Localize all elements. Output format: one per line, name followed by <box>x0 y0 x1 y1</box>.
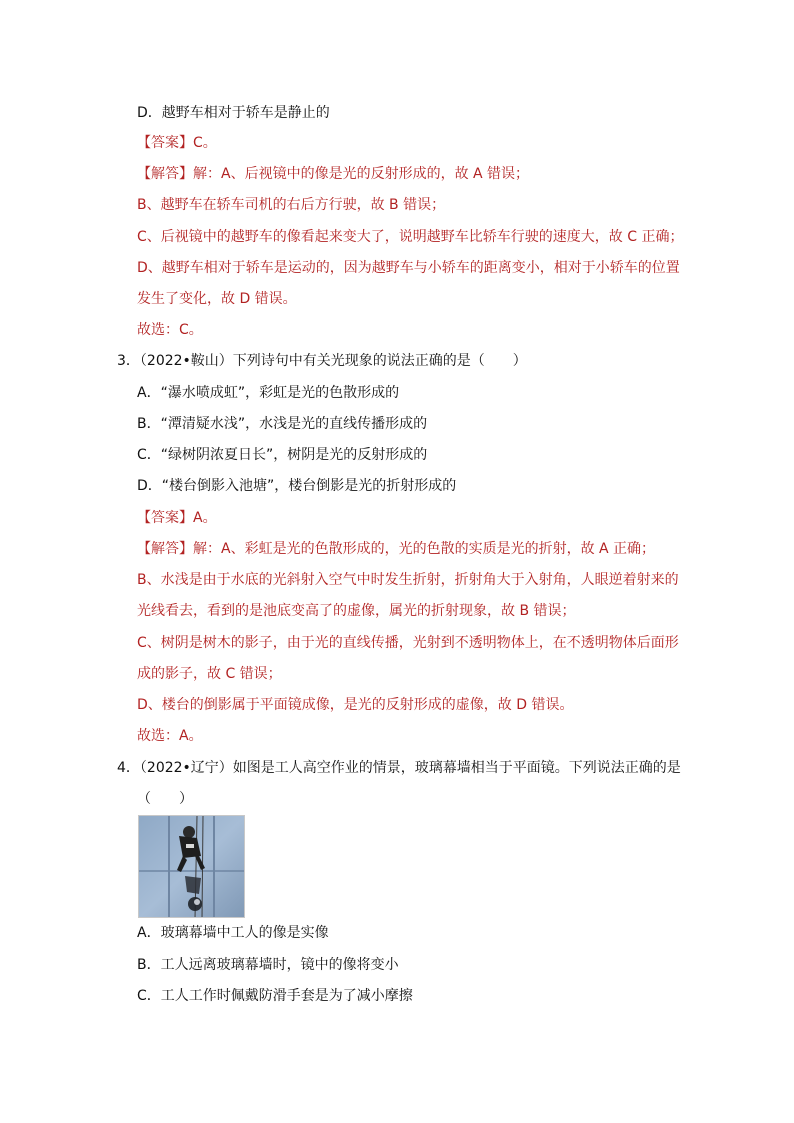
solution-line: 发生了变化，故 D 错误。 <box>137 291 297 307</box>
question-4-stem: 4．（2022•辽宁）如图是工人高空作业的情景，玻璃幕墙相当于平面镜。下列说法正确的是 <box>117 760 681 776</box>
option-c-q4: C．工人工作时佩戴防滑手套是为了减小摩擦 <box>137 988 413 1004</box>
solution-line: B、水浅是由于水底的光斜射入空气中时发生折射，折射角大于入射角，人眼逆着射来的 <box>137 572 679 588</box>
worker-reflection-illustration <box>139 816 245 918</box>
solution-line: D、楼台的倒影属于平面镜成像，是光的反射形成的虚像，故 D 错误。 <box>137 697 574 713</box>
solution-line: C、树阴是树木的影子，由于光的直线传播，光射到不透明物体上，在不透明物体后面形 <box>137 635 679 651</box>
question-4-blank: （ ） <box>137 791 193 807</box>
solution-line: 【解答】解：A、彩虹是光的色散形成的，光的色散的实质是光的折射，故 A 正确； <box>137 541 656 557</box>
option-a-q4: A．玻璃幕墙中工人的像是实像 <box>137 925 329 941</box>
solution-line: 成的影子，故 C 错误； <box>137 666 282 682</box>
option-c-q3: C．“绿树阴浓夏日长”，树阴是光的反射形成的 <box>137 447 428 463</box>
answer-q2: 【答案】C。 <box>137 135 217 151</box>
option-b-q3: B．“潭清疑水浅”，水浅是光的直线传播形成的 <box>137 416 428 432</box>
solution-line: 光线看去，看到的是池底变高了的虚像，属光的折射现象，故 B 错误； <box>137 603 576 619</box>
solution-line: B、越野车在轿车司机的右后方行驶，故 B 错误； <box>137 197 446 213</box>
option-d-q3: D．“楼台倒影入池塘”，楼台倒影是光的折射形成的 <box>137 478 457 494</box>
solution-line: D、越野车相对于轿车是运动的，因为越野车与小轿车的距离变小，相对于小轿车的位置 <box>137 260 680 276</box>
option-d-q2: D．越野车相对于轿车是静止的 <box>137 105 330 121</box>
question-3-stem: 3．（2022•鞍山）下列诗句中有关光现象的说法正确的是（ ） <box>117 353 527 369</box>
solution-line: C、后视镜中的越野车的像看起来变大了，说明越野车比轿车行驶的速度大，故 C 正确； <box>137 229 684 245</box>
final-choice-q2: 故选：C。 <box>137 322 203 338</box>
solution-line: 【解答】解：A、后视镜中的像是光的反射形成的，故 A 错误； <box>137 166 530 182</box>
option-b-q4: B．工人远离玻璃幕墙时，镜中的像将变小 <box>137 957 399 973</box>
final-choice-q3: 故选：A。 <box>137 728 203 744</box>
worker-window-photo <box>138 815 245 918</box>
answer-q3: 【答案】A。 <box>137 510 217 526</box>
option-a-q3: A．“瀑水喷成虹”，彩虹是光的色散形成的 <box>137 385 400 401</box>
